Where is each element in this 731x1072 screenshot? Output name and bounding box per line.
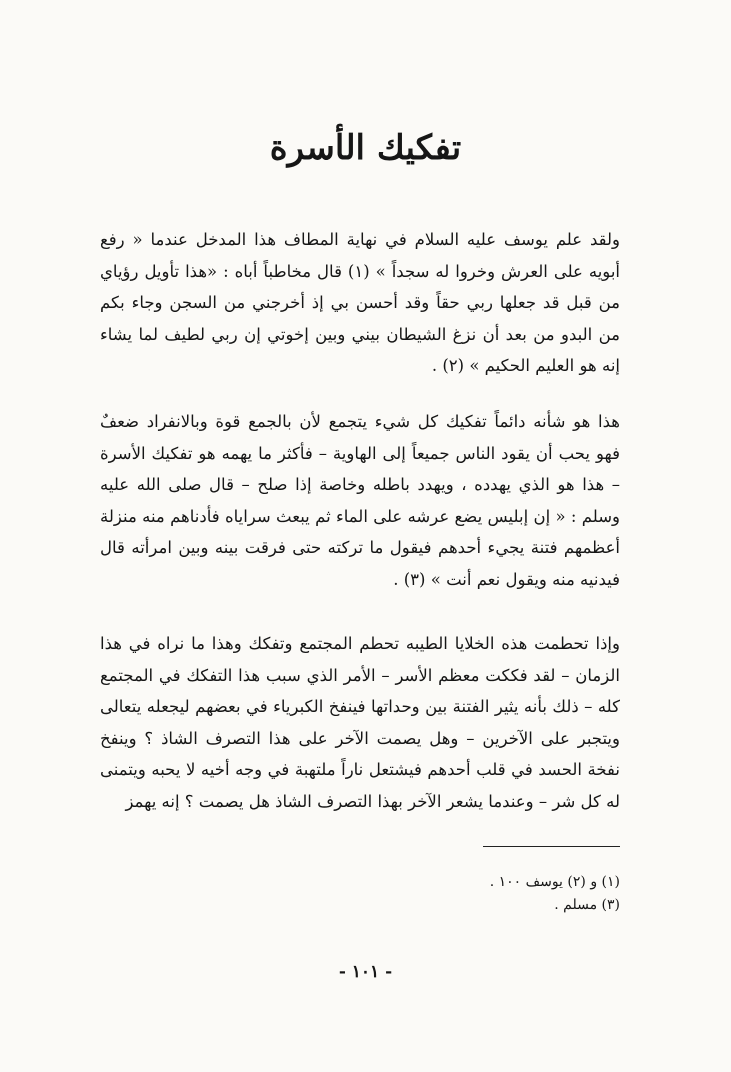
footnotes [300, 871, 620, 917]
footnote-1: (١) و (٢) يوسف ١٠٠ . [489, 874, 620, 890]
page-number: - ١٠١ - [338, 962, 393, 982]
footnote-separator [483, 846, 620, 847]
chapter-title: تفكيك الأسرة [269, 128, 462, 168]
footnote-2: (٣) مسلم . [554, 897, 620, 913]
paragraph-3: وإذا تحطمت هذه الخلايا الطيبه تحطم المجتمع وتفكك وهذا ما نراه في هذا الزمان – لقد فككت معظم الأسر – الأمر الذي سبب هذا التفكك في المجتمع كله – ذلك بأنه يثير الفتنة بين وحداتها فينفخ الكبرياء في بعضهم ليجعله يتعالى ويتجبر على الآخرين – وهل يصمت الآخر على هذا التصرف الشاذ ؟ وينفخ نفخة الحسد في قلب أحدهم فيشتعل ناراً ملتهبة في وجه أخيه لا يحبه ويتمنى له كل شر – وعندما يشعر الآخر بهذا التصرف الشاذ هل يصمت ؟ إنه يهمز [100, 634, 620, 811]
paragraph-1: ولقد علم يوسف عليه السلام في نهاية المطاف هذا المدخل عندما « رفع أبويه على العرش وخروا له سجداً » (١) قال مخاطباً أباه : «هذا تأويل رؤياي من قبل قد جعلها ربي حقاً وقد أحسن بي إذ أخرجني من السجن وجاء بكم من البدو من بعد أن نزغ الشيطان بيني وبين إخوتي إن ربي لطيف لما يشاء إنه هو العليم الحكيم » (٢) . [100, 230, 620, 375]
paragraph-2: هذا هو شأنه دائماً تفكيك كل شيء يتجمع لأن بالجمع قوة وبالانفراد ضعفٌ فهو يحب أن يقود الناس جميعاً إلى الهاوية – فأكثر ما يهمه هو تفكيك الأسرة – هذا هو الذي يهدده ، ويهدد باطله وخاصة إذا صلح – قال صلى الله عليه وسلم : « إن إبليس يضع عرشه على الماء ثم يبعث سراياه فأدناهم منه منزلة أعظمهم فتنة يجيء أحدهم فيقول ما تركته حتى فرقت بينه وبين امرأته قال فيدنيه منه ويقول نعم أنت » (٣) . [100, 412, 620, 589]
